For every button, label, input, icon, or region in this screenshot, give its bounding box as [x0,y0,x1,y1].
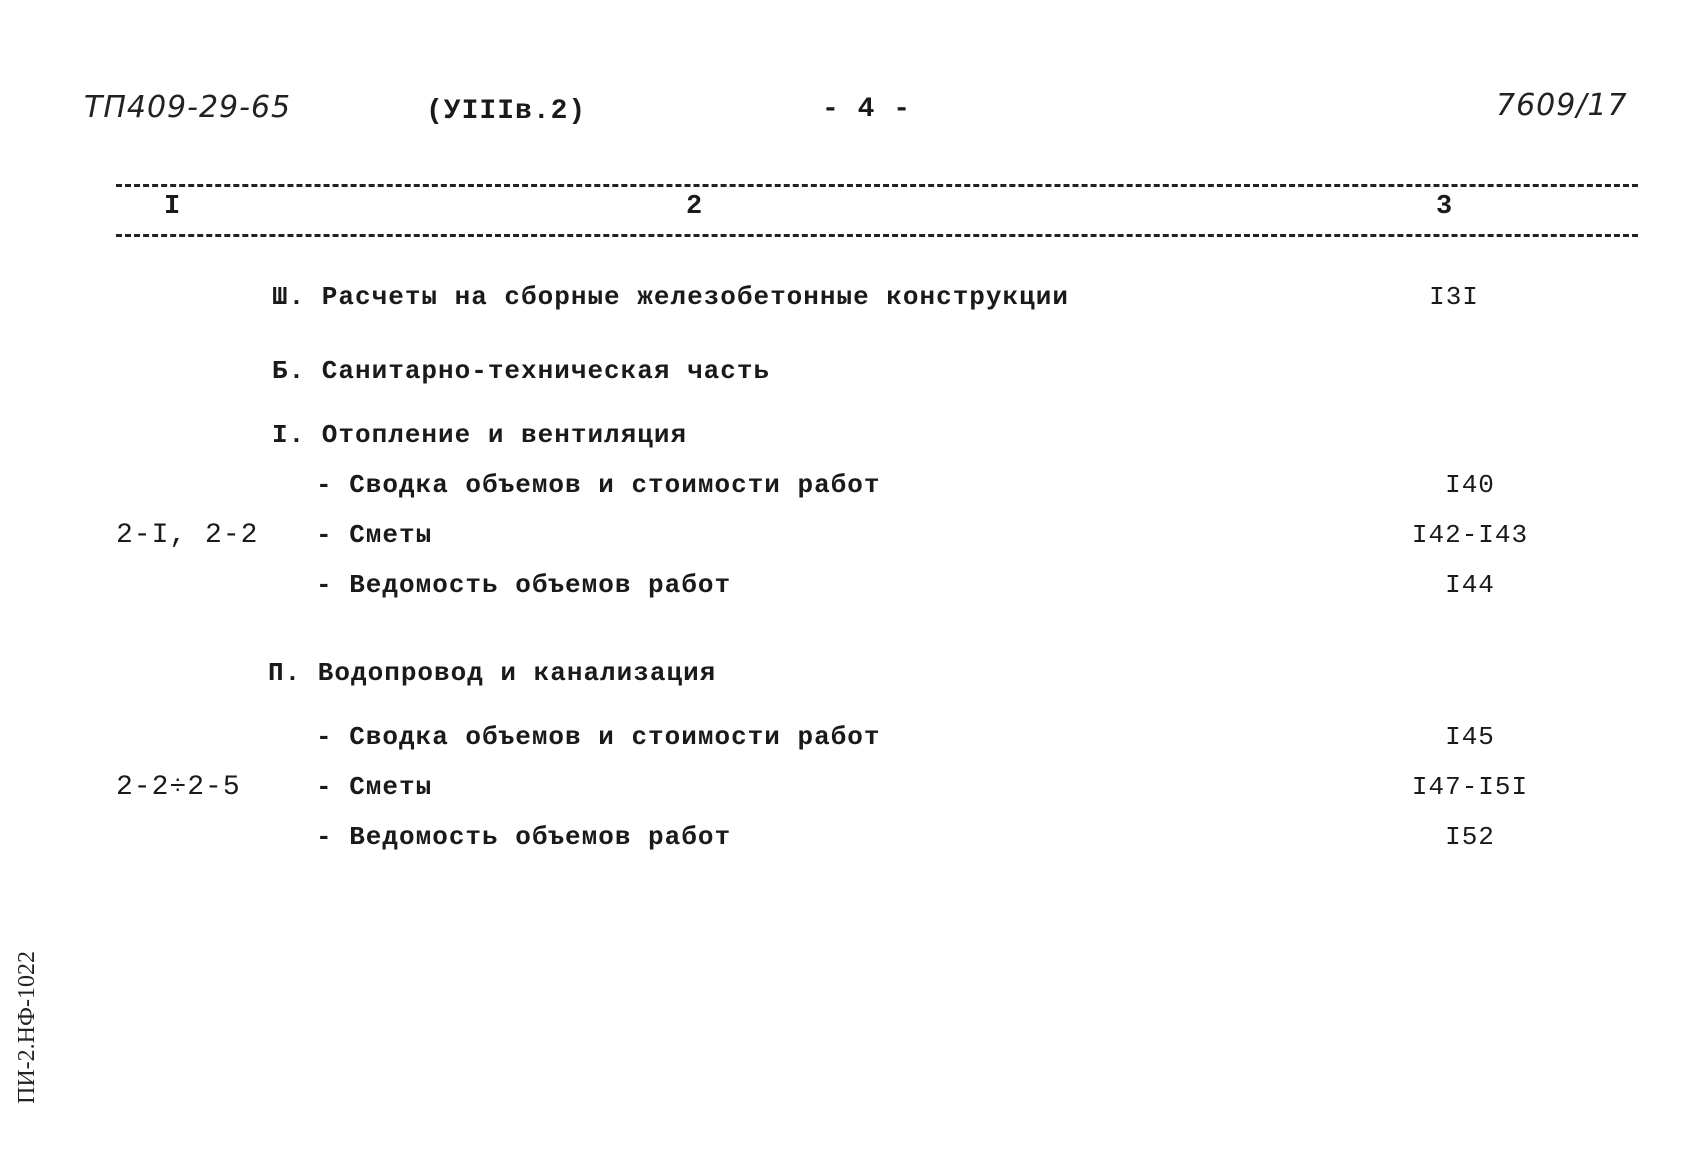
page-ref: I44 [1445,570,1495,600]
list-item: - Ведомость объемов работ [316,570,732,600]
drawing-ref: 2-2÷2-5 [116,772,241,803]
doc-code: ТП409-29-65 [84,90,292,125]
header-top-rule [116,184,1638,187]
list-item: - Ведомость объемов работ [316,822,732,852]
drawing-ref: 2-I, 2-2 [116,520,259,551]
page-ref: I52 [1445,822,1495,852]
archive-number: 7609/17 [1496,88,1628,123]
list-item: - Сметы [316,772,433,802]
list-item: - Сметы [316,520,433,550]
section-title: Б. Санитарно-техническая часть [272,356,771,386]
page-ref: I40 [1445,470,1495,500]
section-title: Ш. Расчеты на сборные железобетонные конструкции [272,282,1069,312]
list-item: - Сводка объемов и стоимости работ [316,470,881,500]
column-3-header: 3 [1436,192,1453,222]
margin-stamp: ПИ-2.НФ-1022 [14,951,40,1104]
header-bottom-rule [116,234,1638,237]
page-ref: I3I [1429,282,1479,312]
page-ref: I42-I43 [1411,520,1529,550]
page-ref: I45 [1445,722,1495,752]
edition-label: (УIIIв.2) [426,96,587,127]
section-title: П. Водопровод и канализация [268,658,717,688]
page-number: - 4 - [822,94,912,125]
page-ref: I47-I5I [1411,772,1529,802]
section-title: I. Отопление и вентиляция [272,420,688,450]
column-2-header: 2 [686,192,703,222]
column-1-header: I [164,192,181,222]
list-item: - Сводка объемов и стоимости работ [316,722,881,752]
